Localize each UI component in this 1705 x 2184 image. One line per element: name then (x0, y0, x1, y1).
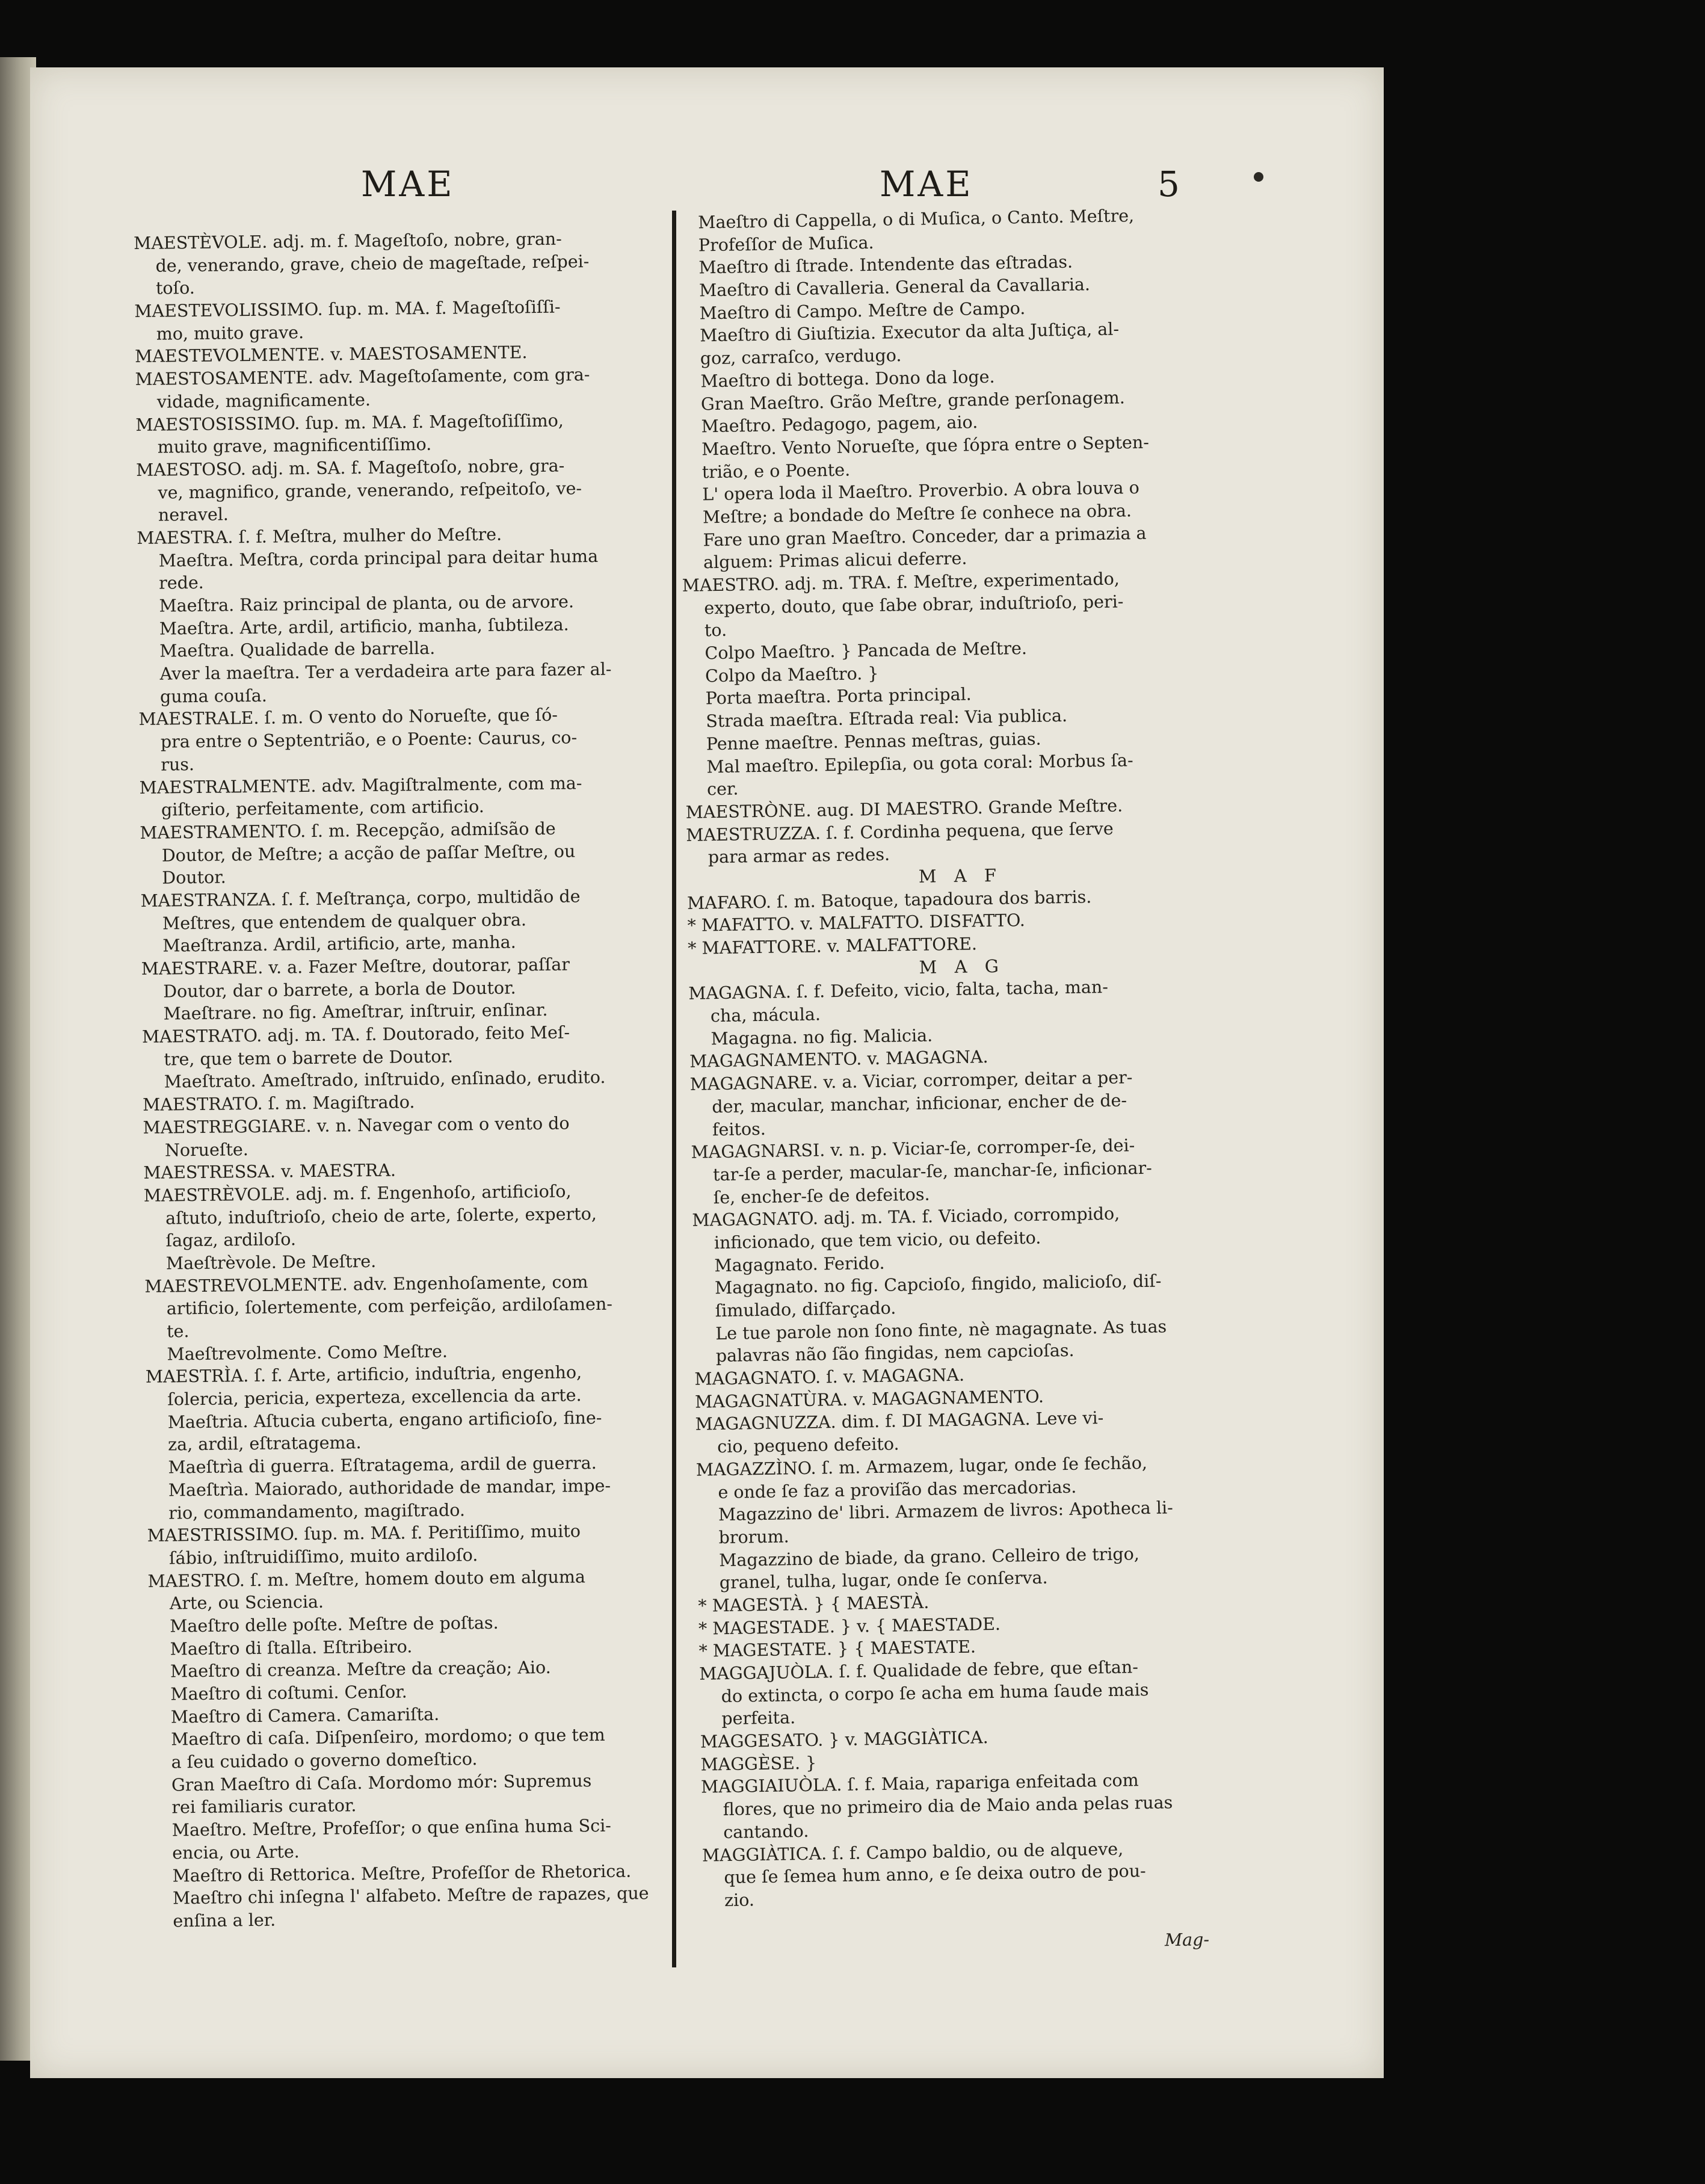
dictionary-line: ſolercia, pericia, experteza, excellencia da arte. (167, 1385, 582, 1410)
dictionary-line: MAFARO. ſ. m. Batoque, tapadoura dos barris. (686, 886, 1092, 913)
page-number: 5 (1158, 164, 1182, 205)
dictionary-line: pra entre o Septentrião, e o Poente: Caurus, co- (160, 727, 578, 752)
dictionary-line: MAESTREGGIARE. v. n. Navegar com o vento do (143, 1113, 570, 1138)
dictionary-line: MAESTRALE. ſ. m. O vento do Norueſte, que ſó- (138, 705, 558, 730)
dictionary-line: Magazzino de' libri. Armazem de livros: Apotheca li- (718, 1498, 1173, 1525)
dictionary-line: Maeſtro. Pedagogo, pagem, aio. (701, 412, 978, 437)
dictionary-line: cio, pequeno defeito. (717, 1434, 899, 1457)
dictionary-line: guma couſa. (159, 685, 267, 707)
dictionary-line: Maeſtria. Aſtucia cuberta, engano artificioſo, fine- (167, 1407, 602, 1433)
dictionary-line: flores, que no primeiro dia de Maio anda pelas ruas (723, 1792, 1173, 1820)
catchword: Mag- (1164, 1930, 1210, 1951)
dictionary-line: Penne maeſtre. Pennas meſtras, guias. (706, 729, 1041, 754)
dictionary-line: MAESTRANZA. ſ. f. Meſtrança, corpo, multidão de (140, 886, 581, 911)
dictionary-line: Maeſtro. Vento Norueſte, que ſópra entre o Septen- (701, 432, 1150, 460)
dictionary-line: que ſe ſemea hum anno, e ſe deixa outro de pou- (724, 1861, 1146, 1888)
dictionary-line: toſo. (155, 278, 196, 298)
dictionary-line: artificio, ſolertemente, com perfeição, ardiloſamen- (166, 1294, 613, 1319)
dictionary-line: rus. (161, 754, 195, 775)
dictionary-line: te. (166, 1321, 190, 1342)
dictionary-line: encia, ou Arte. (172, 1842, 300, 1863)
dictionary-line: brorum. (718, 1526, 789, 1548)
dictionary-line: cha, mácula. (710, 1004, 821, 1026)
dictionary-line: giſterio, perfeitamente, com artificio. (161, 797, 485, 820)
dictionary-line: aſtuto, induſtrioſo, cheio de arte, ſolerte, experto, (165, 1203, 597, 1229)
dictionary-line: Fare uno gran Maeſtro. Conceder, dar a primazia a (703, 523, 1147, 550)
dictionary-line: MAGGÈSE. } (700, 1753, 817, 1775)
dictionary-line: Maeſtro. Meſtre, Profeſſor; o que enſina huma Sci- (171, 1815, 612, 1840)
dictionary-line: goz, carraſco, verdugo. (700, 345, 902, 369)
dictionary-line: neravel. (158, 504, 229, 525)
dictionary-line: Maeſtrìa. Maiorado, authoridade de mandar, impe- (168, 1475, 611, 1501)
dictionary-line: MAESTRO. ſ. m. Meſtre, homem douto em alguma (147, 1566, 586, 1591)
dictionary-line: Maeſtro di caſa. Diſpenſeiro, mordomo; o que tem (171, 1725, 605, 1750)
dictionary-line: MAESTRAMENTO. ſ. m. Recepção, admiſsão de (140, 818, 556, 843)
dictionary-line: Magagnato. Ferido. (714, 1253, 885, 1276)
dictionary-line: Magagnato. no fig. Capcioſo, fingido, malicioſo, diſ- (714, 1271, 1162, 1298)
dictionary-line: Porta maeſtra. Porta principal. (705, 684, 972, 709)
dictionary-line: Doutor, dar o barrete, a borla de Doutor. (163, 978, 516, 1002)
dictionary-line: MAGAZZÌNO. ſ. m. Armazem, lugar, onde ſe fechão, (695, 1452, 1148, 1480)
dictionary-line: za, ardil, eſtratagema. (167, 1433, 362, 1455)
dictionary-line: experto, douto, que ſabe obrar, induſtrioſo, peri- (704, 591, 1124, 618)
dictionary-line: ve, magnifico, grande, venerando, reſpeitoſo, ve- (158, 478, 582, 503)
dictionary-line: MAGAGNA. ſ. f. Defeito, vicio, falta, tacha, man- (688, 977, 1109, 1004)
dictionary-line: zio. (724, 1890, 755, 1910)
dictionary-line: enſina a ler. (173, 1910, 276, 1931)
dictionary-line: MAESTÈVOLE. adj. m. f. Mageſtoſo, nobre, gran- (134, 229, 562, 253)
dictionary-line: MAGAGNATO. adj. m. TA. f. Viciado, corrompido, (692, 1203, 1120, 1231)
dictionary-line: de, venerando, grave, cheio de mageſtade, reſpei- (155, 251, 590, 276)
dictionary-line: Colpo da Maeſtro. } (705, 663, 879, 686)
dictionary-line: palavras não ſão fingidas, nem capcioſas. (715, 1340, 1074, 1366)
dictionary-line: do extincta, o corpo ſe acha em huma ſaude mais (721, 1679, 1149, 1706)
dictionary-line: Strada maeſtra. Eſtrada real: Via publica. (706, 706, 1068, 732)
dictionary-line: MAESTRUZZA. ſ. f. Cordinha pequena, que ſerve (686, 818, 1114, 845)
dictionary-line: MAESTOSAMENTE. adv. Mageſtoſamente, com gra- (135, 365, 590, 390)
dictionary-line: feitos. (712, 1118, 766, 1140)
dictionary-line: MAESTRALMENTE. adv. Magiſtralmente, com ma- (139, 773, 582, 798)
dictionary-line: Gran Maeſtro di Caſa. Mordomo mór: Supremus (171, 1770, 592, 1795)
dictionary-line: MAESTEVOLISSIMO. ſup. m. MA. f. Mageſtoſiſſi- (134, 297, 561, 322)
dictionary-line: a ſeu cuidado o governo domeſtico. (171, 1749, 478, 1772)
right-running-head: MAE (880, 164, 973, 205)
dictionary-line: Profeſſor de Muſica. (698, 232, 874, 256)
dictionary-line: Aver la maeſtra. Ter a verdadeira arte para fazer al- (159, 659, 612, 684)
dictionary-line: MAESTRÈVOLE. adj. m. f. Engenhoſo, artificioſo, (143, 1181, 572, 1206)
dictionary-line: ſábio, inſtruidiſſimo, muito ardiloſo. (168, 1545, 478, 1569)
dictionary-line: MAESTREVOLMENTE. adv. Engenhoſamente, com (144, 1271, 588, 1297)
dictionary-line: Maeſtro di Cappella, o di Muſica, o Canto. Meſtre, (698, 206, 1135, 233)
dictionary-line: cer. (706, 779, 739, 800)
dictionary-line: * MAFATTORE. v. MALFATTORE. (687, 934, 978, 958)
dictionary-line: Colpo Maeſtro. } Pancada de Meſtre. (705, 638, 1028, 664)
dictionary-line: Meſtres, que entendem de qualquer obra. (162, 909, 527, 934)
dictionary-line: MAESTOSO. adj. m. SA. f. Mageſtoſo, nobre, gra- (135, 455, 565, 480)
dictionary-line: granel, tulha, lugar, onde ſe conſerva. (719, 1567, 1048, 1593)
dictionary-line: to. (704, 620, 727, 641)
dictionary-line: inficionado, que tem vicio, ou defeito. (714, 1227, 1041, 1253)
dictionary-line: ſe, encher-ſe de defeitos. (713, 1184, 930, 1208)
dictionary-line: ſagaz, ardiloſo. (165, 1229, 297, 1251)
dictionary-line: Magazzino de biade, da grano. Celleiro de trigo, (718, 1543, 1140, 1570)
dictionary-line: Maeſtrato. Ameſtrado, inſtruido, enſinado, erudito. (164, 1067, 606, 1092)
dictionary-line: Maeſtranza. Ardil, artificio, arte, manha. (162, 932, 516, 956)
dictionary-line: M A G (919, 955, 1005, 978)
left-column (134, 227, 681, 1933)
right-column (676, 203, 1250, 1913)
dictionary-line: MAGAGNATO. ſ. v. MAGAGNA. (694, 1365, 965, 1389)
dictionary-line: MAESTRATO. adj. m. TA. f. Doutorado, feito Meſ- (141, 1022, 570, 1047)
dictionary-line: Mal maeſtro. Epilepſia, ou gota coral: Morbus ſa- (706, 750, 1133, 777)
dictionary-line: cantando. (723, 1821, 809, 1842)
dictionary-line: Maeſtro di creanza. Meſtre da creação; Aio. (170, 1658, 551, 1682)
dictionary-line: MAGAGNAMENTO. v. MAGAGNA. (689, 1047, 988, 1072)
dictionary-line: Maeſtrevolmente. Como Meſtre. (167, 1341, 448, 1365)
dictionary-line: Maeſtrìa di guerra. Eſtratagema, ardil de guerra. (168, 1453, 597, 1478)
dictionary-line: Maeſtra. Qualidade de barrella. (159, 638, 436, 661)
dictionary-line: L' opera loda il Maeſtro. Proverbio. A obra louva o (702, 478, 1139, 505)
dictionary-line: MAESTRÌA. ſ. f. Arte, artificio, induſtria, engenho, (145, 1362, 582, 1387)
dictionary-line: trião, e o Poente. (701, 460, 851, 482)
dictionary-line: MAESTRATO. ſ. m. Magiſtrado. (143, 1092, 415, 1115)
dictionary-line: * MAFATTO. v. MALFATTO. DISFATTO. (687, 910, 1026, 936)
dictionary-line: Maeſtro di Camera. Camariſta. (170, 1704, 440, 1727)
dictionary-line: Maeſtro di coſtumi. Cenſor. (170, 1682, 407, 1704)
dictionary-line: MAESTRISSIMO. ſup. m. MA. f. Peritiſſimo, muito (147, 1521, 581, 1546)
dictionary-line: MAESTRO. adj. m. TRA. f. Meſtre, experimentado, (682, 569, 1120, 596)
dictionary-line: muito grave, magnificentiſſimo. (157, 434, 432, 457)
dictionary-line: MAGAGNATÙRA. v. MAGAGNAMENTO. (694, 1386, 1044, 1412)
dictionary-line: MAGAGNARE. v. a. Viciar, corromper, deitar a per- (689, 1067, 1133, 1094)
dictionary-line: MAESTRESSA. v. MAESTRA. (143, 1160, 396, 1183)
dictionary-line: Maeſtra. Raiz principal de planta, ou de arvore. (159, 591, 575, 616)
dictionary-line: MAESTRARE. v. a. Fazer Meſtre, doutorar, paſſar (141, 954, 570, 979)
dictionary-line: Doutor. (162, 867, 226, 888)
left-running-head: MAE (361, 164, 455, 205)
dictionary-line: MAGGIÀTICA. ſ. f. Campo baldio, ou de alqueve, (701, 1839, 1124, 1866)
dictionary-line: rede. (158, 573, 204, 593)
dictionary-line: Maeſtro delle poſte. Meſtre de poſtas. (170, 1612, 499, 1636)
dictionary-line: Maeſtrèvole. De Meſtre. (165, 1251, 377, 1274)
dictionary-line: MAESTRA. ſ. f. Meſtra, mulher do Meſtre. (137, 524, 502, 548)
dictionary-line: mo, muito grave. (156, 322, 304, 344)
dictionary-line: * MAGESTÀ. } { MAESTÀ. (698, 1592, 930, 1616)
dictionary-line: Maeſtro di ſtalla. Eſtribeiro. (170, 1636, 413, 1659)
dictionary-line: Norueſte. (164, 1139, 249, 1161)
dictionary-line: e onde ſe faz a proviſão das mercadorias. (718, 1476, 1077, 1502)
dictionary-line: tre, que tem o barrete de Doutor. (164, 1046, 454, 1070)
dictionary-line: perfeita. (721, 1707, 796, 1729)
dictionary-line: vidade, magnificamente. (156, 389, 371, 412)
dictionary-line: Maeſtra. Meſtra, corda principal para deitar huma (158, 546, 599, 571)
dictionary-line: para armar as redes. (708, 844, 890, 868)
dictionary-line: M A F (918, 865, 1003, 887)
dictionary-line: der, macular, manchar, inficionar, encher de de- (712, 1090, 1127, 1117)
dictionary-line: MAESTRÒNE. aug. DI MAESTRO. Grande Meſtre. (685, 795, 1123, 822)
dictionary-line: Maeſtro di ſtrade. Intendente das eſtradas. (698, 252, 1073, 278)
dictionary-line: rei familiaris curator. (171, 1795, 357, 1818)
dictionary-line: Maeſtra. Arte, ardil, artificio, manha, ſubtileza. (159, 614, 569, 639)
dictionary-line: tar-ſe a perder, macular-ſe, manchar-ſe, inficionar- (712, 1158, 1153, 1185)
dictionary-line: Magagna. no fig. Malicia. (711, 1025, 933, 1049)
dictionary-line: Arte, ou Sciencia. (169, 1592, 324, 1614)
dictionary-line: Maeſtro di Cavalleria. General da Cavallaria. (698, 274, 1091, 301)
dictionary-line: MAGGIAIUÒLA. ſ. f. Maia, rapariga enfeitada com (700, 1770, 1139, 1798)
dictionary-line: Doutor, de Meſtre; a acção de paſſar Meſtre, ou (161, 841, 576, 866)
dictionary-line: Maeſtrare. no fig. Ameſtrar, inſtruir, enſinar. (163, 1000, 548, 1024)
ink-dot (1254, 172, 1263, 182)
dictionary-line: alguem: Primas alicui deferre. (703, 548, 967, 573)
dictionary-line: Maeſtro di Giuſtizia. Executor da alta Juſtiça, al- (699, 319, 1120, 346)
dictionary-line: Le tue parole non ſono finte, nè magagnate. As tuas (715, 1316, 1167, 1343)
dictionary-line: Maeſtro di bottega. Dono da loge. (700, 366, 995, 392)
dictionary-line: Meſtre; a bondade do Meſtre ſe conhece na obra. (702, 501, 1132, 528)
dictionary-line: Maeſtro chi inſegna l' alfabeto. Meſtre de rapazes, que (172, 1883, 649, 1908)
dictionary-line: Maeſtro di Rettorica. Meſtre, Profeſſor de Rhetorica. (172, 1860, 632, 1886)
dictionary-line: MAGGAJUÒLA. ſ. f. Qualidade de febre, que eſtan- (698, 1657, 1139, 1684)
dictionary-line: rio, commandamento, magiſtrado. (168, 1499, 466, 1523)
dictionary-line: MAGAGNUZZA. dim. f. DI MAGAGNA. Leve vi- (695, 1408, 1104, 1435)
dictionary-line: ſimulado, diſfarçado. (715, 1298, 896, 1321)
dictionary-line: Maeſtro di Campo. Meſtre de Campo. (699, 298, 1026, 324)
dictionary-line: MAGGESATO. } v. MAGGIÀTICA. (700, 1727, 988, 1752)
dictionary-line: Gran Maeſtro. Grão Meſtre, grande perſonagem. (700, 387, 1126, 414)
dictionary-line: MAGAGNARSI. v. n. p. Viciar-ſe, corromper-ſe, dei- (691, 1135, 1135, 1162)
dictionary-line: * MAGESTADE. } v. { MAESTADE. (698, 1614, 1001, 1639)
dictionary-line: * MAGESTATE. } { MAESTATE. (698, 1636, 976, 1662)
dictionary-line: MAESTEVOLMENTE. v. MAESTOSAMENTE. (134, 342, 528, 367)
dictionary-line: MAESTOSISSIMO. ſup. m. MA. f. Mageſtoſiſſimo, (135, 410, 564, 435)
